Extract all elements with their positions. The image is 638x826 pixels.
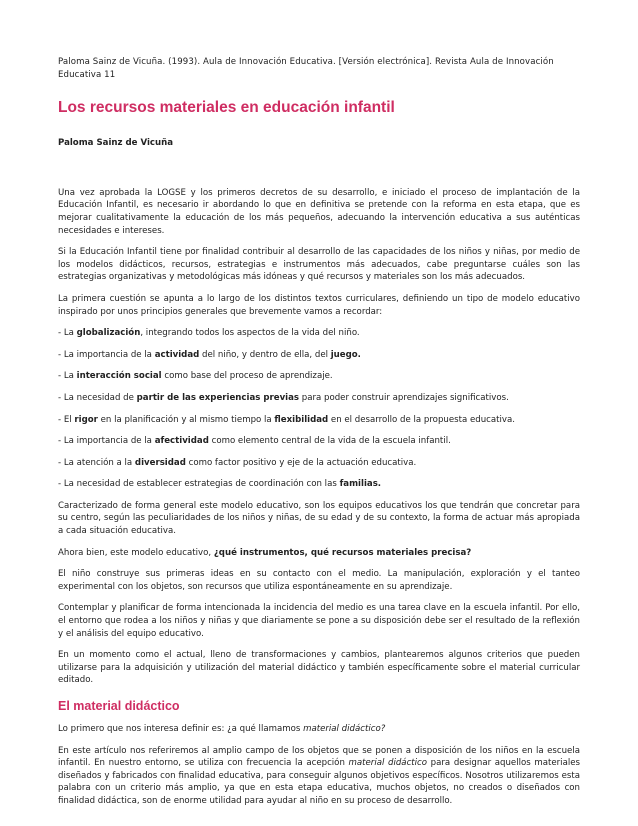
section-heading: El material didáctico (58, 699, 180, 713)
paragraph: Si la Educación Infantil tiene por finalidad contribuir al desarrollo de las capacidades de los niños y niñas, por medio de los modelos didácticos, recursos, estrategias e instrumentos más adecuados, cabe preguntarse cuáles son las estrategias organizativas y metodológicas más idóneas y qué recursos y materiales son los más adecuados. (58, 247, 580, 283)
paragraph: En este artículo nos referiremos al amplio campo de los objetos que se ponen a disposición de los niños en la escuela infantil. En nuestro entorno, se utiliza con frecuencia la acepción material didáctico para designar aquellos materiales diseñados y fabricados con finalidad educativa, para conseguir algunos objetivos específicos. Nosotros utilizaremos esta palabra con un criterio más amplio, ya que en esta etapa educativa, muchos objetos, no creados o diseñados con finalidad didáctica, son de enorme utilidad para ayudar al niño en su proceso de desarrollo. (58, 745, 580, 806)
principle-item: - La necesidad de partir de las experiencias previas para poder construir aprendizajes significativos. (58, 392, 509, 403)
author-name: Paloma Sainz de Vicuña (58, 138, 174, 149)
paragraph: El niño construye sus primeras ideas en su contacto con el medio. La manipulación, exploración y el tanteo experimental con los objetos, son recursos que utiliza espontáneamente en su aprendizaje. (58, 569, 580, 592)
principle-item: - La importancia de la actividad del niño, y dentro de ella, del juego. (58, 349, 361, 360)
principle-item: - La globalización, integrando todos los aspectos de la vida del niño. (58, 328, 360, 339)
article-body (58, 187, 580, 808)
article-title: Los recursos materiales en educación infantil (58, 99, 395, 117)
paragraph: Caracterizado de forma general este modelo educativo, son los equipos educativos los que tendrán que concretar para su centro, según las peculiaridades de los niños y niñas, de su edad y de su contexto, la forma de actuar más apropiada a cada situación educativa. (58, 500, 580, 537)
paragraph: Una vez aprobada la LOGSE y los primeros decretos de su desarrollo, e iniciado el proceso de implantación de la Educación Infantil, es necesario ir abordando lo que en definitiva se pretende con la reforma en esta etapa, que es mejorar cualitativamente la educación de los más pequeños, adecuando la intervención educativa a sus auténticas necesidades e intereses. (58, 187, 580, 236)
principle-item: - La atención a la diversidad como factor positivo y eje de la actuación educativa. (58, 457, 417, 468)
paragraph: La primera cuestión se apunta a lo largo de los distintos textos curriculares, definiendo un tipo de modelo educativo inspirado por unos principios generales que brevemente vamos a recordar: (58, 293, 580, 317)
citation: Paloma Sainz de Vicuña. (1993). Aula de Innovación Educativa. [Versión electrónica]. Revista Aula de Innovación Educativa 11 (58, 57, 554, 80)
paragraph: Lo primero que nos interesa definir es: ¿a qué llamamos material didáctico? (58, 724, 386, 734)
principle-item: - La necesidad de establecer estrategias de coordinación con las familias. (58, 479, 382, 490)
paragraph: Ahora bien, este modelo educativo, ¿qué instrumentos, qué recursos materiales precisa? (58, 547, 472, 558)
principle-item: - La interacción social como base del proceso de aprendizaje. (58, 371, 333, 382)
principle-item: - La importancia de la afectividad como elemento central de la vida de la escuela infantil. (58, 436, 451, 447)
paragraph: En un momento como el actual, lleno de transformaciones y cambios, plantearemos algunos criterios que pueden utilizarse para la adquisición y utilización del material didáctico y también específicamente sobre el material curricular editado. (58, 650, 580, 686)
paragraph: Contemplar y planificar de forma intencionada la incidencia del medio es una tarea clave en la escuela infantil. Por ello, el entorno que rodea a los niños y niñas y que diariamente se pone a su disposición debe ser el resultado de la reflexión y el análisis del equipo educativo. (58, 603, 580, 639)
principle-item: - El rigor en la planificación y al mismo tiempo la flexibilidad en el desarrollo de la propuesta educativa. (58, 414, 515, 425)
